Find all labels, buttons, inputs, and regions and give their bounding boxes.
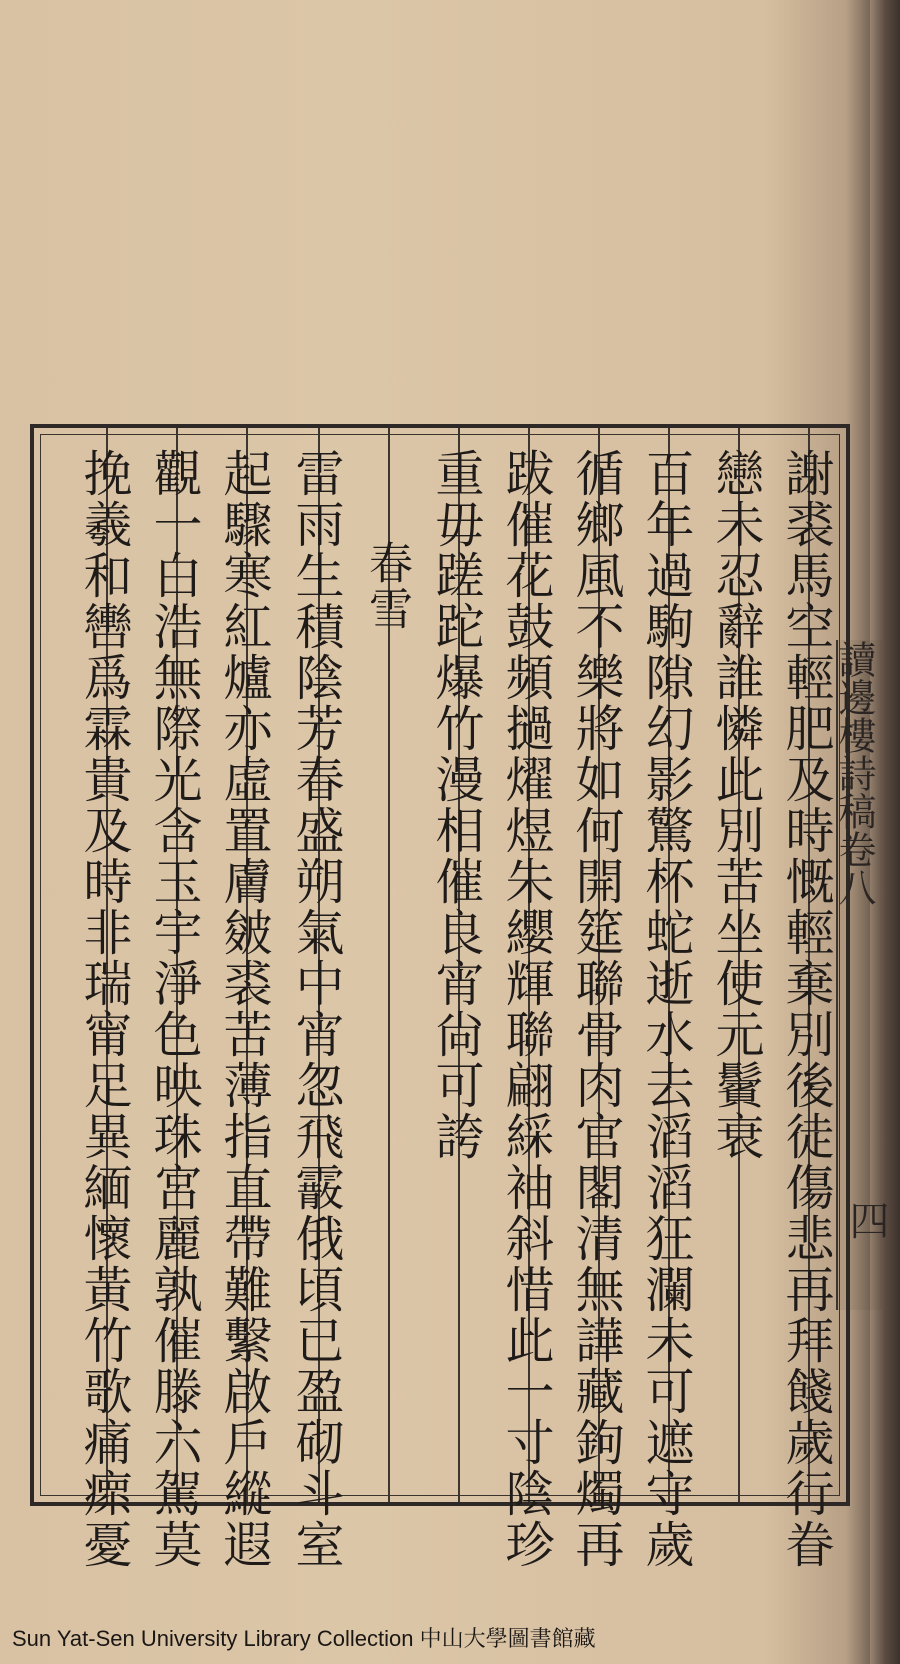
page-number: 四 [843,1200,889,1240]
text-column: 挽羲和轡爲霖貴及時非瑞甯足異緬懷黃竹歌痛瘝憂 [76,448,133,1570]
text-column: 重毋蹉跎爆竹漫相催良宵尙可誇 [428,448,485,1162]
text-column: 戀未忍辭誰憐此別苦坐使元鬢衰 [708,448,765,1162]
library-watermark: Sun Yat-Sen University Library Collection 中山大學圖書館藏 [12,1626,596,1651]
text-column: 謝裘馬空輕肥及時慨輕棄別後徒傷悲再拜餞歲行眷 [778,448,835,1570]
text-column: 觀一白浩無際光含玉宇淨色映珠宮麗孰催滕六駕莫 [146,448,203,1570]
text-column: 循鄉風不樂將如何開筵聯骨肉官閣清無譁藏鉤燭再 [568,448,625,1570]
text-column: 起驟寒紅爐亦虛置膚皴裘苦薄指直帶難繫啟戶縱遐 [216,448,273,1570]
poem-title: 春雪 [361,540,412,632]
folio-margin [832,640,889,1310]
text-column: 雷雨生積陰芳春盛朔氣中宵忽飛霰俄頃已盈砌斗室 [288,448,345,1570]
book-title: 讀邊樓詩稿卷八 [832,640,876,906]
text-column: 百年過駒隙幻影驚杯蛇逝水去滔滔狂瀾未可遮守歲 [638,448,695,1570]
text-column: 跋催花鼓頻撾燿煜朱纓輝聯翩綵袖斜惜此一寸陰珍 [498,448,555,1570]
